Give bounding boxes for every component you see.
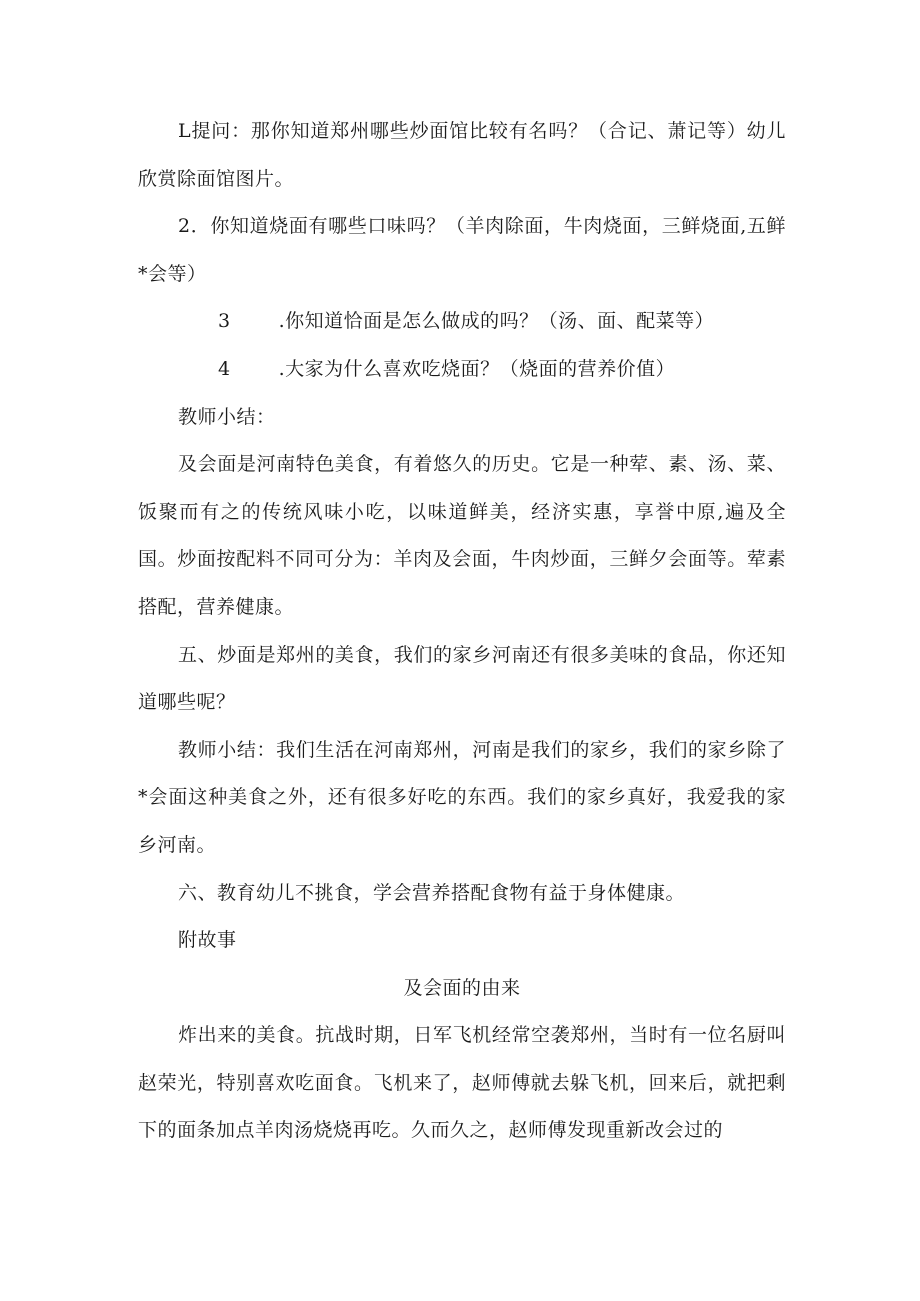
paragraph-question-4	[138, 346, 786, 394]
question-3-number: 3	[218, 310, 231, 333]
question-3-text: .你知道恰面是怎么做成的吗？（汤、面、配菜等）	[278, 310, 715, 333]
paragraph-appendix-label: 附故事	[178, 929, 237, 952]
paragraph-question-2: 2．你知道烧面有哪些口味吗？（羊肉除面，牛肉烧面，三鲜烧面,五鲜*会等）	[138, 215, 786, 285]
document-body	[138, 108, 786, 1155]
question-4-number: 4	[218, 357, 231, 380]
paragraph-section-five: 五、炒面是郑州的美食，我们的家乡河南还有很多美味的食品，你还知道哪些呢？	[138, 643, 786, 714]
paragraph-question-1: L提问：那你知道郑州哪些炒面馆比较有名吗？（合记、萧记等）幼儿欣赏除面馆图片。	[138, 120, 786, 190]
paragraph-question-3	[138, 298, 786, 346]
story-title: 及会面的由来	[403, 976, 521, 999]
paragraph-section-six: 六、教育幼儿不挑食，学会营养搭配食物有益于身体健康。	[178, 881, 686, 904]
question-4-text: .大家为什么喜欢吃烧面？（烧面的营养价值）	[278, 357, 676, 380]
paragraph-teacher-summary-2: 教师小结：我们生活在河南郑州，河南是我们的家乡，我们的家乡除了*会面这种美食之外，还有很多好吃的东西。我们的家乡真好，我爱我的家乡河南。	[138, 738, 786, 856]
paragraph-story-body: 炸出来的美食。抗战时期，日军飞机经常空袭郑州，当时有一位名厨叫赵荣光，特别喜欢吃面食。飞机来了，赵师傅就去躲飞机，回来后，就把剩下的面条加点羊肉汤烧烧再吃。久而久之，赵师傅发现重新改会过的	[138, 1024, 786, 1142]
paragraph-teacher-summary-heading: 教师小结：	[178, 405, 276, 428]
paragraph-teacher-summary: 及会面是河南特色美食，有着悠久的历史。它是一种荤、素、汤、菜、饭聚而有之的传统风味小吃，以味道鲜美，经济实惠，享誉中原,遍及全国。炒面按配料不同可分为：羊肉及会面，牛肉炒面，三鲜夕会面等。荤素搭配，营养健康。	[138, 453, 786, 618]
